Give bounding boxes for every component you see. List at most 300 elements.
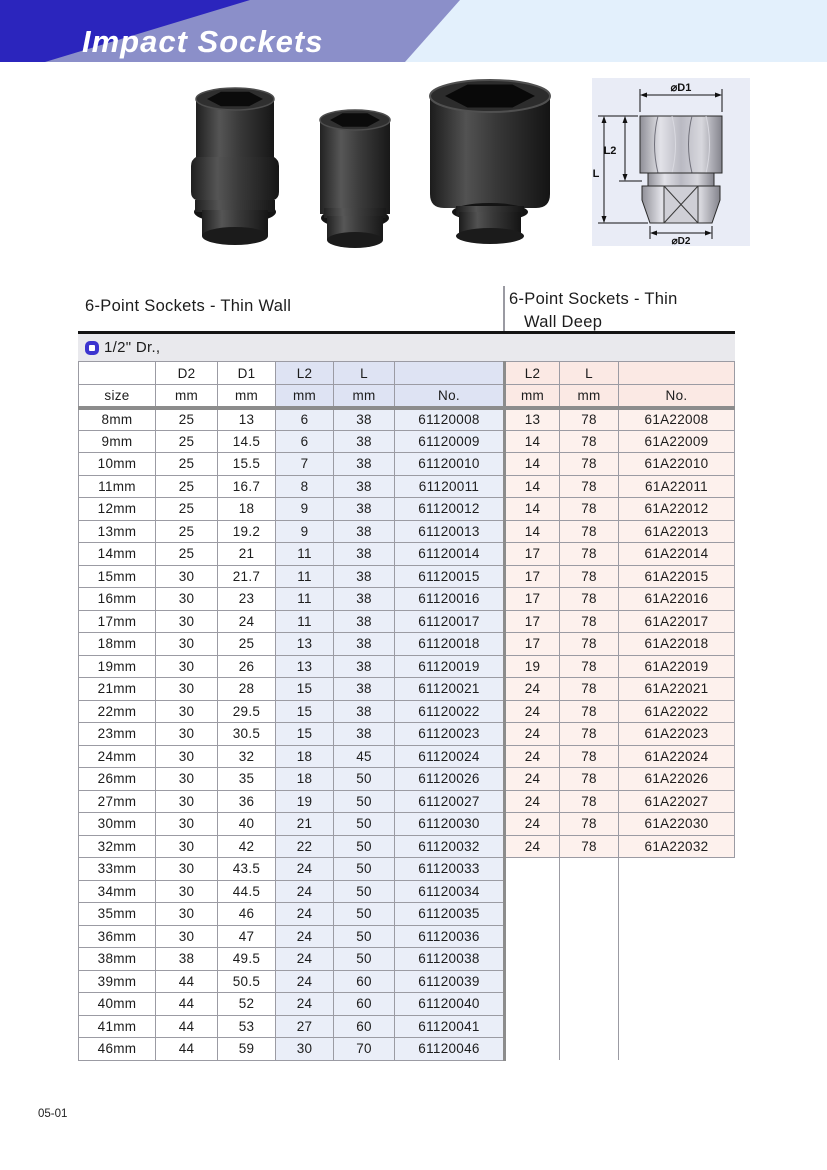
cell-deep-l2: 24 xyxy=(505,813,560,836)
cell-deep-l xyxy=(560,858,619,881)
cell-l: 38 xyxy=(334,520,395,543)
spec-table xyxy=(78,361,735,1061)
section-title-deep-line2: Wall Deep xyxy=(524,313,603,331)
cell-l: 38 xyxy=(334,700,395,723)
cell-deep-l2: 14 xyxy=(505,498,560,521)
cell-size: 22mm xyxy=(79,700,156,723)
cell-size: 32mm xyxy=(79,835,156,858)
cell-d1: 14.5 xyxy=(218,430,276,453)
cell-deep-l xyxy=(560,970,619,993)
socket-photo-small xyxy=(312,108,398,250)
cell-l2: 6 xyxy=(276,408,334,431)
cell-l: 50 xyxy=(334,903,395,926)
socket-photo-large xyxy=(426,78,554,246)
table-row xyxy=(79,768,735,791)
cell-l: 38 xyxy=(334,723,395,746)
header-no: No. xyxy=(395,385,505,408)
cell-d1: 52 xyxy=(218,993,276,1016)
header-row-dims xyxy=(79,362,735,385)
cell-deep-no: 61A22024 xyxy=(619,745,735,768)
cell-deep-l2: 19 xyxy=(505,655,560,678)
cell-size: 36mm xyxy=(79,925,156,948)
cell-deep-l: 78 xyxy=(560,700,619,723)
cell-size: 23mm xyxy=(79,723,156,746)
cell-deep-l2: 14 xyxy=(505,520,560,543)
cell-no: 61120041 xyxy=(395,1015,505,1038)
cell-size: 9mm xyxy=(79,430,156,453)
cell-d2: 30 xyxy=(156,588,218,611)
cell-size: 24mm xyxy=(79,745,156,768)
cell-no: 61120017 xyxy=(395,610,505,633)
cell-l: 38 xyxy=(334,453,395,476)
table-row xyxy=(79,678,735,701)
table-row xyxy=(79,745,735,768)
cell-deep-l2: 24 xyxy=(505,835,560,858)
drive-size-bar xyxy=(78,334,735,361)
cell-deep-no xyxy=(619,903,735,926)
cell-l: 38 xyxy=(334,543,395,566)
dim-label-d2: ⌀D2 xyxy=(671,236,691,246)
cell-l2: 18 xyxy=(276,768,334,791)
table-row xyxy=(79,925,735,948)
cell-l2: 24 xyxy=(276,993,334,1016)
cell-l2: 11 xyxy=(276,565,334,588)
cell-deep-no: 61A22008 xyxy=(619,408,735,431)
cell-no: 61120008 xyxy=(395,408,505,431)
cell-d2: 25 xyxy=(156,453,218,476)
cell-deep-l: 78 xyxy=(560,723,619,746)
cell-d1: 26 xyxy=(218,655,276,678)
dim-label-l: L xyxy=(592,168,600,180)
drive-size-label: 1/2" Dr., xyxy=(104,339,161,356)
cell-no: 61120039 xyxy=(395,970,505,993)
cell-deep-no xyxy=(619,858,735,881)
cell-l: 50 xyxy=(334,858,395,881)
cell-l: 60 xyxy=(334,970,395,993)
cell-l2: 11 xyxy=(276,610,334,633)
header-d2-unit: mm xyxy=(156,385,218,408)
cell-deep-l2: 14 xyxy=(505,453,560,476)
cell-deep-no xyxy=(619,970,735,993)
cell-deep-no: 61A22027 xyxy=(619,790,735,813)
cell-l2: 7 xyxy=(276,453,334,476)
cell-d2: 44 xyxy=(156,1015,218,1038)
cell-d2: 30 xyxy=(156,903,218,926)
cell-l2: 9 xyxy=(276,520,334,543)
cell-l2: 27 xyxy=(276,1015,334,1038)
cell-deep-l2 xyxy=(505,880,560,903)
cell-l: 38 xyxy=(334,408,395,431)
cell-l: 50 xyxy=(334,813,395,836)
cell-deep-no: 61A22032 xyxy=(619,835,735,858)
cell-d1: 47 xyxy=(218,925,276,948)
cell-size: 27mm xyxy=(79,790,156,813)
cell-size: 12mm xyxy=(79,498,156,521)
cell-d2: 30 xyxy=(156,880,218,903)
cell-deep-l2: 24 xyxy=(505,723,560,746)
cell-deep-no: 61A22009 xyxy=(619,430,735,453)
cell-d1: 18 xyxy=(218,498,276,521)
cell-deep-no xyxy=(619,1015,735,1038)
cell-deep-l: 78 xyxy=(560,430,619,453)
cell-size: 33mm xyxy=(79,858,156,881)
cell-deep-l2: 14 xyxy=(505,430,560,453)
cell-deep-l2 xyxy=(505,948,560,971)
cell-d1: 46 xyxy=(218,903,276,926)
cell-size: 16mm xyxy=(79,588,156,611)
header-row-units xyxy=(79,385,735,408)
section-divider-line xyxy=(503,286,505,331)
cell-deep-no: 61A22012 xyxy=(619,498,735,521)
dim-label-d1: ⌀D1 xyxy=(670,82,692,94)
cell-no: 61120027 xyxy=(395,790,505,813)
table-row xyxy=(79,475,735,498)
table-row xyxy=(79,790,735,813)
header-deep-l: L xyxy=(560,362,619,385)
table-row xyxy=(79,858,735,881)
cell-l2: 21 xyxy=(276,813,334,836)
cell-deep-l: 78 xyxy=(560,498,619,521)
table-row xyxy=(79,993,735,1016)
cell-l2: 22 xyxy=(276,835,334,858)
table-row xyxy=(79,723,735,746)
cell-d1: 23 xyxy=(218,588,276,611)
dim-label-l2: L2 xyxy=(603,145,617,157)
cell-l2: 30 xyxy=(276,1038,334,1061)
cell-deep-no: 61A22023 xyxy=(619,723,735,746)
cell-l2: 13 xyxy=(276,655,334,678)
cell-no: 61120022 xyxy=(395,700,505,723)
cell-l: 50 xyxy=(334,880,395,903)
socket-collar xyxy=(648,173,714,186)
cell-size: 21mm xyxy=(79,678,156,701)
cell-deep-no: 61A22013 xyxy=(619,520,735,543)
cell-deep-l2 xyxy=(505,970,560,993)
cell-d2: 30 xyxy=(156,633,218,656)
cell-deep-no: 61A22030 xyxy=(619,813,735,836)
cell-d1: 21.7 xyxy=(218,565,276,588)
cell-d1: 21 xyxy=(218,543,276,566)
table-row xyxy=(79,588,735,611)
cell-l: 50 xyxy=(334,790,395,813)
cell-l: 45 xyxy=(334,745,395,768)
cell-l2: 13 xyxy=(276,633,334,656)
cell-d2: 30 xyxy=(156,813,218,836)
section-title-thin-wall-deep xyxy=(509,288,678,334)
cell-deep-l2: 24 xyxy=(505,678,560,701)
cell-deep-l2 xyxy=(505,1038,560,1061)
table-row xyxy=(79,903,735,926)
table-row xyxy=(79,633,735,656)
cell-d2: 25 xyxy=(156,520,218,543)
cell-deep-no xyxy=(619,1038,735,1061)
header-d1: D1 xyxy=(218,362,276,385)
cell-d2: 30 xyxy=(156,745,218,768)
section-title-deep-line1: 6-Point Sockets - Thin xyxy=(509,290,678,308)
cell-deep-l xyxy=(560,925,619,948)
table-row xyxy=(79,948,735,971)
cell-d2: 25 xyxy=(156,543,218,566)
table-row xyxy=(79,835,735,858)
square-drive-icon xyxy=(85,341,99,355)
table-row xyxy=(79,543,735,566)
cell-deep-no: 61A22017 xyxy=(619,610,735,633)
cell-deep-l: 78 xyxy=(560,835,619,858)
cell-d1: 59 xyxy=(218,1038,276,1061)
cell-d2: 38 xyxy=(156,948,218,971)
table-row xyxy=(79,655,735,678)
page-title: Impact Sockets xyxy=(82,24,324,59)
header-l: L xyxy=(334,362,395,385)
cell-deep-l: 78 xyxy=(560,745,619,768)
cell-l2: 24 xyxy=(276,880,334,903)
cell-deep-l2: 24 xyxy=(505,768,560,791)
cell-l: 70 xyxy=(334,1038,395,1061)
cell-d1: 28 xyxy=(218,678,276,701)
cell-d1: 24 xyxy=(218,610,276,633)
cell-deep-l xyxy=(560,903,619,926)
cell-no: 61120014 xyxy=(395,543,505,566)
cell-d2: 25 xyxy=(156,498,218,521)
cell-deep-l xyxy=(560,993,619,1016)
cell-d2: 30 xyxy=(156,925,218,948)
header-l-unit: mm xyxy=(334,385,395,408)
cell-d1: 16.7 xyxy=(218,475,276,498)
cell-deep-l2 xyxy=(505,858,560,881)
cell-d2: 30 xyxy=(156,678,218,701)
cell-d1: 29.5 xyxy=(218,700,276,723)
cell-no: 61120035 xyxy=(395,903,505,926)
cell-l2: 11 xyxy=(276,543,334,566)
cell-size: 15mm xyxy=(79,565,156,588)
header-d2: D2 xyxy=(156,362,218,385)
cell-d1: 25 xyxy=(218,633,276,656)
cell-deep-l2: 14 xyxy=(505,475,560,498)
cell-no: 61120033 xyxy=(395,858,505,881)
cell-no: 61120038 xyxy=(395,948,505,971)
cell-deep-no: 61A22015 xyxy=(619,565,735,588)
table-row xyxy=(79,813,735,836)
table-row xyxy=(79,610,735,633)
table-row xyxy=(79,1038,735,1061)
header-d1-unit: mm xyxy=(218,385,276,408)
cell-d2: 30 xyxy=(156,723,218,746)
cell-l2: 15 xyxy=(276,678,334,701)
cell-d2: 30 xyxy=(156,700,218,723)
cell-l: 38 xyxy=(334,655,395,678)
cell-size: 26mm xyxy=(79,768,156,791)
cell-deep-l: 78 xyxy=(560,565,619,588)
cell-no: 61120034 xyxy=(395,880,505,903)
cell-size: 14mm xyxy=(79,543,156,566)
header-deep-l2-unit: mm xyxy=(505,385,560,408)
cell-l: 38 xyxy=(334,498,395,521)
cell-no: 61120021 xyxy=(395,678,505,701)
cell-l: 60 xyxy=(334,1015,395,1038)
cell-no: 61120018 xyxy=(395,633,505,656)
cell-d1: 30.5 xyxy=(218,723,276,746)
cell-no: 61120011 xyxy=(395,475,505,498)
cell-size: 30mm xyxy=(79,813,156,836)
cell-d1: 44.5 xyxy=(218,880,276,903)
cell-d1: 49.5 xyxy=(218,948,276,971)
header-l2-unit: mm xyxy=(276,385,334,408)
cell-deep-no xyxy=(619,880,735,903)
cell-l: 38 xyxy=(334,633,395,656)
cell-size: 10mm xyxy=(79,453,156,476)
cell-no: 61120036 xyxy=(395,925,505,948)
cell-deep-l: 78 xyxy=(560,588,619,611)
cell-l: 38 xyxy=(334,430,395,453)
cell-d2: 25 xyxy=(156,408,218,431)
cell-deep-l: 78 xyxy=(560,813,619,836)
cell-l: 60 xyxy=(334,993,395,1016)
cell-size: 11mm xyxy=(79,475,156,498)
cell-deep-l: 78 xyxy=(560,610,619,633)
cell-d1: 40 xyxy=(218,813,276,836)
cell-d1: 13 xyxy=(218,408,276,431)
cell-deep-l: 78 xyxy=(560,655,619,678)
cell-deep-no: 61A22019 xyxy=(619,655,735,678)
cell-l2: 24 xyxy=(276,903,334,926)
cell-deep-l: 78 xyxy=(560,408,619,431)
cell-deep-no: 61A22022 xyxy=(619,700,735,723)
cell-no: 61120013 xyxy=(395,520,505,543)
cell-deep-no xyxy=(619,925,735,948)
cell-deep-l xyxy=(560,948,619,971)
cell-deep-l: 78 xyxy=(560,633,619,656)
cell-size: 41mm xyxy=(79,1015,156,1038)
cell-no: 61120010 xyxy=(395,453,505,476)
cell-d1: 50.5 xyxy=(218,970,276,993)
cell-size: 39mm xyxy=(79,970,156,993)
cell-deep-l: 78 xyxy=(560,768,619,791)
table-row xyxy=(79,408,735,431)
cell-no: 61120016 xyxy=(395,588,505,611)
cell-size: 35mm xyxy=(79,903,156,926)
cell-d2: 30 xyxy=(156,790,218,813)
spec-table-head xyxy=(79,362,735,408)
cell-deep-l2 xyxy=(505,903,560,926)
cell-no: 61120030 xyxy=(395,813,505,836)
cell-l: 38 xyxy=(334,588,395,611)
cell-l2: 24 xyxy=(276,970,334,993)
header-deep-l2: L2 xyxy=(505,362,560,385)
table-row xyxy=(79,498,735,521)
cell-d1: 42 xyxy=(218,835,276,858)
header-blank xyxy=(79,362,156,385)
cell-no: 61120046 xyxy=(395,1038,505,1061)
cell-deep-l2: 17 xyxy=(505,610,560,633)
cell-l2: 24 xyxy=(276,925,334,948)
cell-deep-l2 xyxy=(505,1015,560,1038)
cell-d2: 44 xyxy=(156,1038,218,1061)
cell-deep-l2 xyxy=(505,925,560,948)
cell-l2: 18 xyxy=(276,745,334,768)
cell-d2: 30 xyxy=(156,858,218,881)
socket-photo-medium xyxy=(185,86,285,248)
cell-l: 50 xyxy=(334,835,395,858)
page-banner xyxy=(0,0,827,62)
cell-d1: 43.5 xyxy=(218,858,276,881)
cell-deep-l2: 17 xyxy=(505,543,560,566)
cell-l2: 24 xyxy=(276,948,334,971)
cell-deep-no: 61A22010 xyxy=(619,453,735,476)
cell-d2: 25 xyxy=(156,475,218,498)
cell-l: 50 xyxy=(334,948,395,971)
cell-d2: 25 xyxy=(156,430,218,453)
cell-no: 61120032 xyxy=(395,835,505,858)
cell-l: 50 xyxy=(334,925,395,948)
cell-l: 38 xyxy=(334,565,395,588)
cell-l: 38 xyxy=(334,678,395,701)
cell-d1: 36 xyxy=(218,790,276,813)
cell-size: 19mm xyxy=(79,655,156,678)
cell-d2: 30 xyxy=(156,565,218,588)
cell-no: 61120009 xyxy=(395,430,505,453)
cell-d2: 30 xyxy=(156,610,218,633)
cell-deep-l2: 17 xyxy=(505,565,560,588)
cell-size: 18mm xyxy=(79,633,156,656)
cell-d1: 53 xyxy=(218,1015,276,1038)
table-row xyxy=(79,700,735,723)
banner-light-panel xyxy=(400,0,827,62)
page-number: 05-01 xyxy=(38,1108,68,1120)
spec-table-body xyxy=(79,408,735,1061)
cell-deep-no: 61A22011 xyxy=(619,475,735,498)
cell-deep-l: 78 xyxy=(560,790,619,813)
cell-size: 17mm xyxy=(79,610,156,633)
cell-l2: 9 xyxy=(276,498,334,521)
cell-d1: 32 xyxy=(218,745,276,768)
cell-deep-l: 78 xyxy=(560,453,619,476)
cell-d1: 15.5 xyxy=(218,453,276,476)
cell-l: 38 xyxy=(334,475,395,498)
cell-d2: 44 xyxy=(156,993,218,1016)
cell-deep-l: 78 xyxy=(560,543,619,566)
section-title-thin-wall: 6-Point Sockets - Thin Wall xyxy=(85,297,292,315)
cell-deep-no xyxy=(619,948,735,971)
cell-deep-l2: 24 xyxy=(505,790,560,813)
table-row xyxy=(79,970,735,993)
cell-no: 61120015 xyxy=(395,565,505,588)
cell-d2: 30 xyxy=(156,835,218,858)
cell-deep-no: 61A22026 xyxy=(619,768,735,791)
cell-deep-l xyxy=(560,1015,619,1038)
cell-l2: 6 xyxy=(276,430,334,453)
cell-deep-l: 78 xyxy=(560,475,619,498)
cell-d2: 30 xyxy=(156,768,218,791)
cell-no: 61120024 xyxy=(395,745,505,768)
cell-deep-no xyxy=(619,993,735,1016)
cell-deep-l2 xyxy=(505,993,560,1016)
cell-deep-no: 61A22014 xyxy=(619,543,735,566)
cell-l2: 15 xyxy=(276,723,334,746)
cell-size: 38mm xyxy=(79,948,156,971)
cell-no: 61120023 xyxy=(395,723,505,746)
header-blank-no xyxy=(395,362,505,385)
cell-no: 61120019 xyxy=(395,655,505,678)
cell-deep-l xyxy=(560,1038,619,1061)
cell-d2: 44 xyxy=(156,970,218,993)
cell-no: 61120026 xyxy=(395,768,505,791)
cell-size: 34mm xyxy=(79,880,156,903)
cell-deep-no: 61A22016 xyxy=(619,588,735,611)
cell-d2: 30 xyxy=(156,655,218,678)
cell-deep-l2: 17 xyxy=(505,633,560,656)
table-row xyxy=(79,520,735,543)
cell-size: 13mm xyxy=(79,520,156,543)
